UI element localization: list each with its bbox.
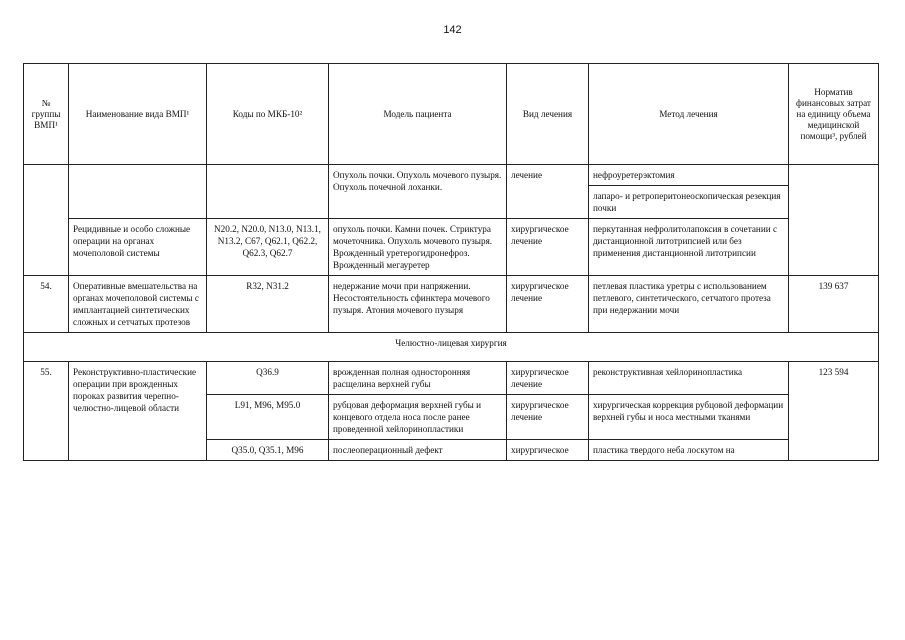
treatment-method-cell: петлевая пластика уретры с использованием петлевого, синтетического, сетчатого протеза при недержании мочи	[589, 276, 789, 333]
patient-model-cell: недержание мочи при напряжении. Несостоятельность сфинктера мочевого пузыря. Атония мочевого пузыря	[329, 276, 507, 333]
treatment-method-cell: пластика твердого неба лоскутом на	[589, 440, 789, 461]
patient-model-cell: рубцовая деформация верхней губы и концевого отдела носа после ранее проведенной хейлоринопластики	[329, 395, 507, 440]
header-icd-codes: Коды по МКБ-10²	[207, 64, 329, 165]
icd-codes-cell: Q35.0, Q35.1, M96	[207, 440, 329, 461]
group-number-cell: 54.	[24, 276, 69, 333]
header-group-number: № группы ВМП¹	[24, 64, 69, 165]
financial-norm-cell: 123 594	[789, 362, 879, 461]
treatment-type-cell: хирургическое лечение	[507, 395, 589, 440]
icd-codes-cell	[207, 165, 329, 219]
treatment-type-cell: хирургическое лечение	[507, 276, 589, 333]
treatment-method-cell: лапаро- и ретроперитонеоскопическая резекция почки	[589, 186, 789, 219]
section-title: Челюстно-лицевая хирургия	[24, 333, 879, 362]
page-number: 142	[443, 24, 462, 36]
treatment-method-cell: хирургическая коррекция рубцовой деформации верхней губы и носа местными тканями	[589, 395, 789, 440]
patient-model-cell: послеоперационный дефект	[329, 440, 507, 461]
treatment-method-cell: реконструктивная хейлоринопластика	[589, 362, 789, 395]
vmp-name-cell: Реконструктивно-пластические операции при врожденных пороках развития черепно-челюстно-лицевой области	[69, 362, 207, 461]
icd-codes-cell: N20.2, N20.0, N13.0, N13.1, N13.2, C67, Q62.1, Q62.2, Q62.3, Q62.7	[207, 219, 329, 276]
icd-codes-cell: R32, N31.2	[207, 276, 329, 333]
financial-norm-cell	[789, 165, 879, 276]
patient-model-cell: Опухоль почки. Опухоль мочевого пузыря. Опухоль почечной лоханки.	[329, 165, 507, 219]
patient-model-cell: опухоль почки. Камни почек. Стриктура мочеточника. Опухоль мочевого пузыря. Врожденный уретерогидронефроз. Врожденный мегауретер	[329, 219, 507, 276]
header-patient-model: Модель пациента	[329, 64, 507, 165]
patient-model-cell: врожденная полная односторонняя расщелина верхней губы	[329, 362, 507, 395]
table-row	[24, 165, 879, 186]
group-number-cell	[24, 165, 69, 276]
treatment-method-cell: нефроуретерэктомия	[589, 165, 789, 186]
table-row	[24, 276, 879, 333]
icd-codes-cell: Q36.9	[207, 362, 329, 395]
header-vmp-name: Наименование вида ВМП¹	[69, 64, 207, 165]
header-financial-norm: Норматив финансовых затрат на единицу объема медицинской помощи³, рублей	[789, 64, 879, 165]
header-treatment-method: Метод лечения	[589, 64, 789, 165]
table-row	[24, 362, 879, 395]
treatment-type-cell: хирургическое	[507, 440, 589, 461]
section-row	[24, 333, 879, 362]
header-row	[24, 64, 879, 165]
financial-norm-cell: 139 637	[789, 276, 879, 333]
icd-codes-cell: L91, M96, M95.0	[207, 395, 329, 440]
group-number-cell: 55.	[24, 362, 69, 461]
table-row	[24, 219, 879, 276]
treatment-type-cell: лечение	[507, 165, 589, 219]
header-treatment-type: Вид лечения	[507, 64, 589, 165]
treatment-type-cell: хирургическое лечение	[507, 362, 589, 395]
vmp-name-cell: Рецидивные и особо сложные операции на органах мочеполовой системы	[69, 219, 207, 276]
treatment-method-cell: перкутанная нефролитолапоксия в сочетании с дистанционной литотрипсией или без применения дистанционной литотрипсии	[589, 219, 789, 276]
treatment-type-cell: хирургическое лечение	[507, 219, 589, 276]
vmp-name-cell: Оперативные вмешательства на органах мочеполовой системы с имплантацией синтетических сложных и сетчатых протезов	[69, 276, 207, 333]
vmp-table	[23, 63, 879, 461]
vmp-name-cell	[69, 165, 207, 219]
